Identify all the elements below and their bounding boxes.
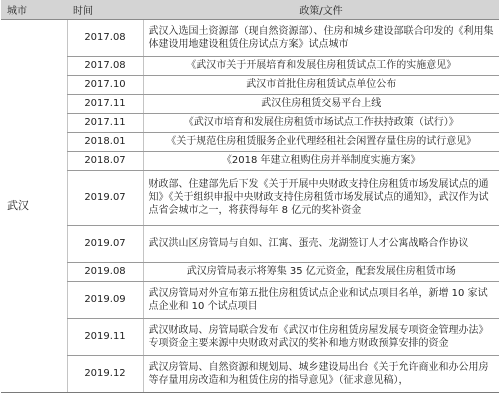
policy-table [1,0,499,393]
table-row [1,56,499,75]
header-policy: 政策/文件 [143,0,499,19]
policy-cell: 《2018 年建立租购住房并举制度实施方案》 [143,151,499,170]
time-cell: 2017.10 [67,75,143,94]
policy-cell: 武汉市首批住房租赁试点单位公布 [143,75,499,94]
header-time: 时间 [67,0,143,19]
policy-cell: 武汉入选国土资源部（现自然资源部）、住房和城乡建设部联合印发的《利用集体建设用地建设租赁住房试点方案》试点城市 [143,19,499,56]
policy-cell: 《关于规范住房租赁服务企业代理经租社会闲置存量住房的试行意见》 [143,132,499,151]
header-city: 城市 [1,0,67,19]
table-row [1,151,499,170]
table-row [1,262,499,281]
time-cell: 2019.11 [67,318,143,355]
time-cell: 2019.12 [67,355,143,392]
time-cell: 2019.08 [67,262,143,281]
time-cell: 2017.08 [67,56,143,75]
header-row [1,0,499,19]
policy-cell: 武汉洪山区房管局与自如、江寓、蛋壳、龙湖签订人才公寓战略合作协议 [143,225,499,262]
policy-cell: 《武汉市关于开展培育和发展住房租赁试点工作的实施意见》 [143,56,499,75]
table-row [1,355,499,392]
table-row [1,281,499,318]
table-row [1,19,499,56]
policy-cell: 武汉财政局、房管局联合发布《武汉市住房租赁房屋发展专项资金管理办法》专项资金主要来源中央财政对武汉的奖补和地方财政预算安排的资金 [143,318,499,355]
time-cell: 2017.11 [67,113,143,132]
time-cell: 2017.11 [67,94,143,113]
table-body [1,19,499,392]
time-cell: 2018.01 [67,132,143,151]
policy-cell: 武汉房管局对外宣布第五批住房租赁试点企业和试点项目名单，新增 10 家试点企业和 10 个试点项目 [143,281,499,318]
policy-cell: 武汉房管局、自然资源和规划局、城乡建设局出台《关于允许商业和办公用房等存量用房改造和为租赁住房的指导意见》（征求意见稿）， [143,355,499,392]
time-cell: 2019.09 [67,281,143,318]
table-header [1,0,499,19]
policy-cell: 《武汉市培育和发展住房租赁市场试点工作扶持政策（试行）》 [143,113,499,132]
table-row [1,170,499,225]
table-row [1,132,499,151]
table-row [1,94,499,113]
city-cell: 武汉 [1,19,67,392]
table-row [1,225,499,262]
time-cell: 2017.08 [67,19,143,56]
table-row [1,113,499,132]
table-row [1,318,499,355]
policy-cell: 财政部、住建部先后下发《关于开展中央财政支持住房租赁市场发展试点的通知》《关于组织申报中央财政支持住房租赁市场发展试点的通知》，武汉作为试点省会城市之一，将获得每年 8 亿元的奖补资金 [143,170,499,225]
time-cell: 2019.07 [67,225,143,262]
policy-cell: 武汉住房租赁交易平台上线 [143,94,499,113]
time-cell: 2019.07 [67,170,143,225]
policy-cell: 武汉房管局表示将筹集 35 亿元资金，配套发展住房租赁市场 [143,262,499,281]
time-cell: 2018.07 [67,151,143,170]
table-row [1,75,499,94]
